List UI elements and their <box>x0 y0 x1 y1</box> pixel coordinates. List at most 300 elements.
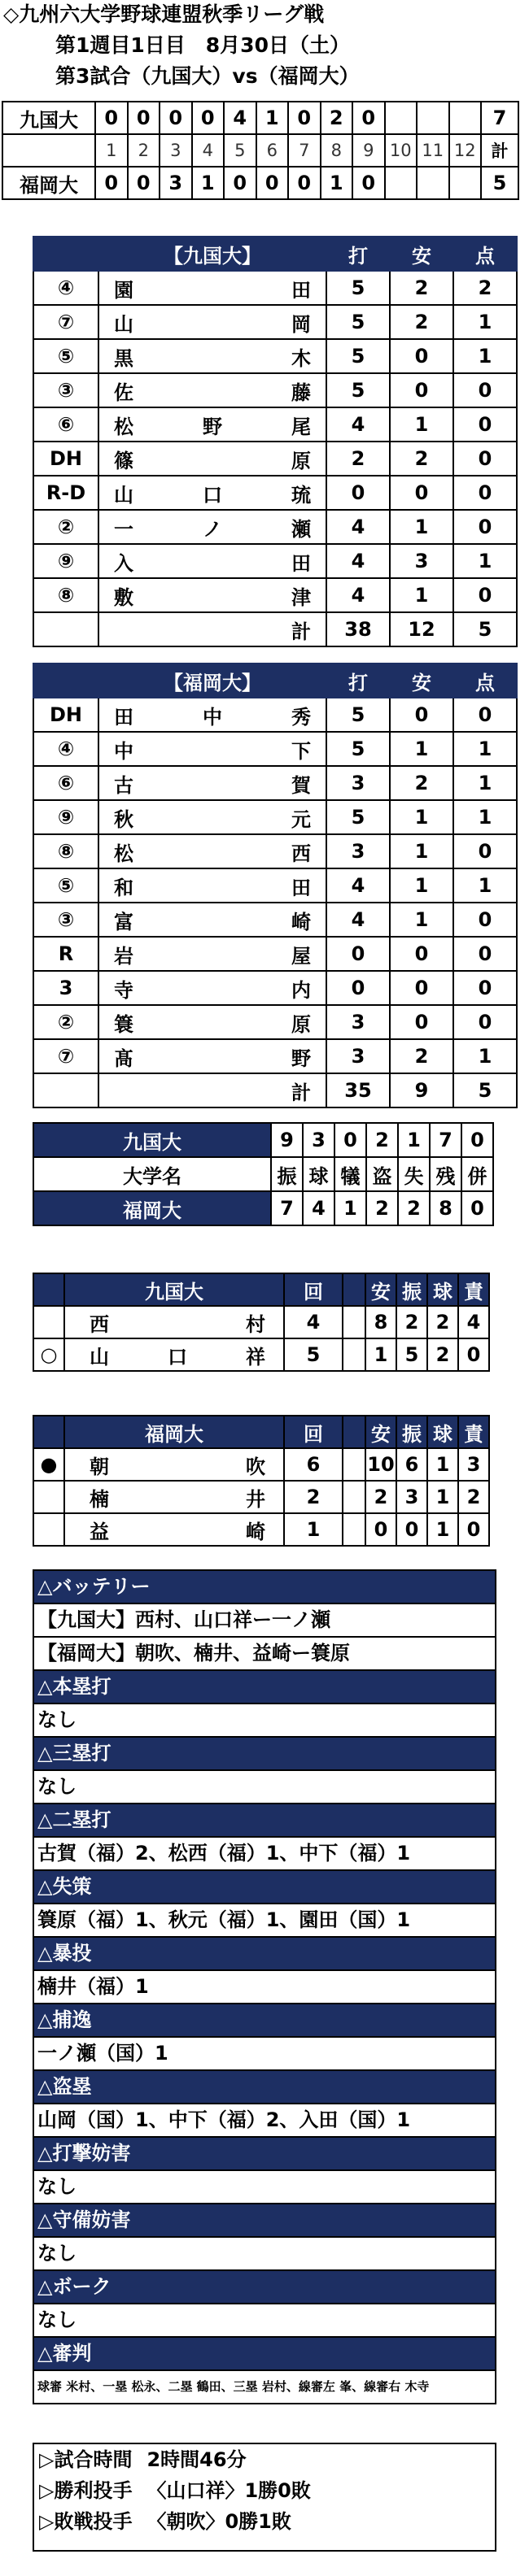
name-char: 西 <box>90 1312 109 1336</box>
passed-ball-value: 一ノ瀬（国）1 <box>34 2038 495 2071</box>
batting-position: ⑦ <box>33 1039 98 1073</box>
name-char: 篠 <box>114 449 133 472</box>
at-bats: 3 <box>326 834 390 868</box>
triple-heading: △三塁打 <box>34 1738 495 1771</box>
name-char: 下 <box>291 739 311 763</box>
batting-row <box>33 339 517 373</box>
game-time-label: ▷試合時間 <box>39 2448 133 2471</box>
strikeouts: 5 <box>396 1338 427 1371</box>
triple-value: なし <box>34 1771 495 1804</box>
rbi: 1 <box>453 800 517 834</box>
rbi: 0 <box>453 971 517 1005</box>
batting-col-header: 打 <box>326 237 390 271</box>
batting-position: ⑤ <box>33 868 98 903</box>
batting-name <box>98 834 326 868</box>
rbi: 0 <box>453 476 517 510</box>
hits: 1 <box>390 834 453 868</box>
scoreboard-top-team: 九国大 <box>2 102 95 134</box>
balk-heading: △ボーク <box>34 2271 495 2304</box>
innings-pitched: 5 <box>284 1338 343 1371</box>
name-char: 村 <box>246 1312 265 1336</box>
batting-interference-value: なし <box>34 2171 495 2204</box>
total-hits: 9 <box>390 1073 453 1107</box>
score-cell: 0 <box>160 102 192 134</box>
batting-name <box>98 271 326 305</box>
batting-position: ⑥ <box>33 766 98 800</box>
walks: 1 <box>427 1481 458 1513</box>
pitcher-name <box>64 1513 284 1546</box>
team-stats-header-row <box>33 1157 493 1191</box>
decision-mark: ○ <box>33 1338 64 1371</box>
batting-total-label: 計 <box>98 612 326 646</box>
pitching-header-row <box>33 1273 489 1306</box>
umpire-heading: △審判 <box>34 2338 495 2371</box>
team-stats-top-row <box>33 1123 493 1157</box>
score-cell <box>449 102 482 134</box>
at-bats: 5 <box>326 800 390 834</box>
batting-row <box>33 732 517 766</box>
batting-header-row <box>33 237 517 271</box>
batting-total-row <box>33 612 517 646</box>
name-char: 入 <box>114 551 133 575</box>
batting-position: ⑦ <box>33 305 98 339</box>
batting-name <box>98 937 326 971</box>
batting-position: DH <box>33 698 98 732</box>
date-line: 第1週目1日目 8月30日（土） <box>55 33 350 57</box>
hits: 1 <box>390 510 453 544</box>
pitching-col-header: 安 <box>365 1416 396 1448</box>
stat-cell: 7 <box>430 1123 461 1157</box>
hits: 2 <box>390 305 453 339</box>
at-bats: 0 <box>326 937 390 971</box>
pitcher-name-chars <box>65 1308 283 1337</box>
at-bats: 4 <box>326 578 390 612</box>
batting-position: R <box>33 937 98 971</box>
innings-pitched: 6 <box>284 1448 343 1481</box>
batting-name-chars <box>99 308 326 337</box>
score-cell: 0 <box>224 167 256 199</box>
losing-pitcher-value: 〈朝吹〉0勝1敗 <box>146 2510 291 2533</box>
strikeouts: 3 <box>396 1481 427 1513</box>
pitching-header-row <box>33 1416 489 1448</box>
rbi: 2 <box>453 271 517 305</box>
name-char: 口 <box>203 483 222 507</box>
batting-position: ⑨ <box>33 544 98 578</box>
name-char: 元 <box>291 807 311 831</box>
name-char: 原 <box>291 449 311 472</box>
batting-name-chars <box>99 376 326 405</box>
batting-col-header: 点 <box>453 664 517 698</box>
total-at-bats: 38 <box>326 612 390 646</box>
batting-name <box>98 339 326 373</box>
strikeouts: 2 <box>396 1306 427 1338</box>
stolen-base-heading: △盗塁 <box>34 2071 495 2104</box>
name-char: 敷 <box>114 585 133 609</box>
batting-col-header: 安 <box>390 664 453 698</box>
pitching-row <box>33 1513 489 1546</box>
batting-row <box>33 578 517 612</box>
winning-pitcher-label: ▷勝利投手 <box>39 2479 133 2502</box>
score-cell <box>385 167 418 199</box>
losing-pitcher-label: ▷敗戦投手 <box>39 2510 133 2533</box>
earned-runs: 0 <box>458 1338 489 1371</box>
hits-allowed: 8 <box>365 1306 396 1338</box>
at-bats: 5 <box>326 373 390 407</box>
rbi: 1 <box>453 544 517 578</box>
pitching-row <box>33 1481 489 1513</box>
strikeouts: 0 <box>396 1513 427 1546</box>
batting-row <box>33 544 517 578</box>
name-char: 古 <box>114 773 133 797</box>
stat-col-header: 盗 <box>366 1157 398 1191</box>
batting-col-header: 安 <box>390 237 453 271</box>
name-char: 朝 <box>90 1455 109 1478</box>
hits: 2 <box>390 271 453 305</box>
hits: 0 <box>390 971 453 1005</box>
score-cell: 0 <box>288 167 321 199</box>
inning-number: 2 <box>128 134 160 167</box>
rbi: 0 <box>453 698 517 732</box>
name-char: 寺 <box>114 978 133 1002</box>
inning-number: 9 <box>352 134 385 167</box>
stat-col-header: 犠 <box>334 1157 366 1191</box>
batting-row <box>33 1039 517 1073</box>
batting-name <box>98 868 326 903</box>
name-char: 楠 <box>90 1487 109 1511</box>
stat-cell: 1 <box>334 1191 366 1225</box>
name-char: 山 <box>114 312 133 336</box>
batting-total-row <box>33 1073 517 1107</box>
batting-name-chars <box>99 803 326 832</box>
name-char: 井 <box>246 1487 265 1511</box>
rbi: 0 <box>453 578 517 612</box>
batting-name-chars <box>99 838 326 866</box>
pitching-col-header: 振 <box>396 1273 427 1306</box>
at-bats: 2 <box>326 442 390 476</box>
stat-cell: 8 <box>430 1191 461 1225</box>
batting-name-chars <box>99 701 326 729</box>
rbi: 0 <box>453 834 517 868</box>
batting-name <box>98 1005 326 1039</box>
innings-row <box>2 134 518 167</box>
batting-name-chars <box>99 513 326 542</box>
hits: 1 <box>390 800 453 834</box>
pitching-col-header: 安 <box>365 1273 396 1306</box>
hits: 0 <box>390 1005 453 1039</box>
umpire-value: 球審 米村、一塁 松永、二塁 鶴田、三塁 岩村、線審左 峯、線審右 木寺 <box>34 2371 495 2403</box>
stat-cell: 7 <box>271 1191 303 1225</box>
pitching-col-header: 責 <box>458 1273 489 1306</box>
name-char: 秋 <box>114 807 133 831</box>
batting-row <box>33 373 517 407</box>
batting-team-label: 【九国大】 <box>98 237 326 271</box>
batting-position: ⑤ <box>33 339 98 373</box>
balk-value: なし <box>34 2304 495 2338</box>
pitcher-name-chars <box>65 1341 283 1369</box>
name-char: 山 <box>114 483 133 507</box>
name-char: 簑 <box>114 1012 133 1036</box>
batting-name-chars <box>99 906 326 934</box>
hits-allowed: 0 <box>365 1513 396 1546</box>
fukuoka-batting-table <box>33 663 518 1108</box>
batting-name-chars <box>99 479 326 507</box>
batting-position: DH <box>33 442 98 476</box>
pitcher-name <box>64 1306 284 1338</box>
hits: 1 <box>390 732 453 766</box>
batting-row <box>33 1005 517 1039</box>
name-char: 田 <box>291 876 311 899</box>
double-value: 古賀（福）2、松西（福）1、中下（福）1 <box>34 1838 495 1871</box>
earned-runs: 0 <box>458 1513 489 1546</box>
kyukoku-batting-table <box>33 236 518 647</box>
name-char: 崎 <box>246 1520 265 1543</box>
hits: 0 <box>390 339 453 373</box>
batting-row <box>33 476 517 510</box>
batting-name-chars <box>99 445 326 473</box>
batting-row <box>33 834 517 868</box>
stat-col-header: 振 <box>271 1157 303 1191</box>
batting-row <box>33 271 517 305</box>
losing-pitcher-line <box>34 2506 495 2537</box>
error-value: 簑原（福）1、秋元（福）1、園田（国）1 <box>34 1904 495 1938</box>
name-char: 一 <box>114 517 133 541</box>
at-bats: 5 <box>326 698 390 732</box>
hits: 1 <box>390 578 453 612</box>
batting-name-chars <box>99 342 326 371</box>
walks: 2 <box>427 1306 458 1338</box>
rbi: 1 <box>453 732 517 766</box>
rbi: 0 <box>453 373 517 407</box>
decision-mark <box>33 1513 64 1546</box>
total-hits: 12 <box>390 612 453 646</box>
rbi: 0 <box>453 1005 517 1039</box>
pitcher-name-chars <box>65 1451 283 1479</box>
walks: 2 <box>427 1338 458 1371</box>
score-cell: 0 <box>128 167 160 199</box>
score-cell: 0 <box>256 167 289 199</box>
name-char: 岡 <box>291 312 311 336</box>
batting-interference-heading: △打撃妨害 <box>34 2138 495 2171</box>
score-total: 5 <box>481 167 518 199</box>
name-char: 山 <box>90 1345 109 1368</box>
total-at-bats: 35 <box>326 1073 390 1107</box>
pitching-col-header: 振 <box>396 1416 427 1448</box>
total-rbi: 5 <box>453 1073 517 1107</box>
decision-mark <box>33 1306 64 1338</box>
batting-position: ③ <box>33 373 98 407</box>
batting-name <box>98 698 326 732</box>
score-cell: 0 <box>352 102 385 134</box>
earned-runs: 2 <box>458 1481 489 1513</box>
home-run-heading: △本塁打 <box>34 1671 495 1704</box>
at-bats: 5 <box>326 305 390 339</box>
batting-row <box>33 971 517 1005</box>
batting-position: ⑨ <box>33 800 98 834</box>
batting-name-chars <box>99 735 326 764</box>
name-char: 田 <box>114 705 133 729</box>
defense-interference-heading: △守備妨害 <box>34 2204 495 2238</box>
inning-number: 7 <box>288 134 321 167</box>
inning-number: 5 <box>224 134 256 167</box>
score-total: 7 <box>481 102 518 134</box>
batting-row <box>33 868 517 903</box>
name-char: 松 <box>114 415 133 438</box>
score-cell: 0 <box>352 167 385 199</box>
pitching-col-header: 責 <box>458 1416 489 1448</box>
hits: 0 <box>390 476 453 510</box>
stat-cell: 3 <box>303 1123 334 1157</box>
batting-name-chars <box>99 1042 326 1071</box>
rbi: 0 <box>453 903 517 937</box>
rbi: 0 <box>453 407 517 442</box>
hits-allowed: 10 <box>365 1448 396 1481</box>
batting-name <box>98 544 326 578</box>
rbi: 1 <box>453 339 517 373</box>
decision-mark <box>33 1481 64 1513</box>
name-char: 賀 <box>291 773 311 797</box>
at-bats: 0 <box>326 971 390 1005</box>
batting-name <box>98 903 326 937</box>
name-char: 田 <box>291 278 311 302</box>
batting-row <box>33 442 517 476</box>
earned-runs: 3 <box>458 1448 489 1481</box>
game-summary <box>33 2443 496 2552</box>
pitcher-name <box>64 1338 284 1371</box>
walks: 1 <box>427 1513 458 1546</box>
hits: 1 <box>390 407 453 442</box>
at-bats: 3 <box>326 1039 390 1073</box>
innings-pitched: 4 <box>284 1306 343 1338</box>
name-char: 木 <box>291 346 311 370</box>
name-char: 髙 <box>114 1046 133 1070</box>
rbi: 0 <box>453 442 517 476</box>
at-bats: 5 <box>326 732 390 766</box>
batting-name <box>98 800 326 834</box>
hits-allowed: 2 <box>365 1481 396 1513</box>
pitcher-name-chars <box>65 1483 283 1512</box>
stat-cell: 0 <box>334 1123 366 1157</box>
name-char: 吹 <box>246 1455 265 1478</box>
batting-name <box>98 1039 326 1073</box>
hits: 0 <box>390 373 453 407</box>
pitcher-name <box>64 1448 284 1481</box>
batting-team-label: 【福岡大】 <box>98 664 326 698</box>
game-time-line <box>34 2444 495 2475</box>
innings-pitched: 2 <box>284 1481 343 1513</box>
name-char: ノ <box>203 517 222 541</box>
team-stats-label: 大学名 <box>33 1157 271 1191</box>
name-char: 黒 <box>114 346 133 370</box>
batting-name-chars <box>99 1008 326 1037</box>
battery-heading: △バッテリー <box>34 1571 495 1604</box>
name-char: 富 <box>114 910 133 933</box>
score-cell: 3 <box>160 167 192 199</box>
name-char: 和 <box>114 876 133 899</box>
kyukoku-pitching-table <box>33 1273 490 1372</box>
pitching-col-header: 回 <box>284 1273 343 1306</box>
batting-name-chars <box>99 940 326 968</box>
hits: 0 <box>390 698 453 732</box>
name-char: 崎 <box>291 910 311 933</box>
scoreboard-bottom-row <box>2 167 518 199</box>
score-cell <box>417 102 449 134</box>
pitching-team-label: 九国大 <box>64 1273 284 1306</box>
at-bats: 4 <box>326 510 390 544</box>
at-bats: 3 <box>326 766 390 800</box>
stat-cell: 1 <box>398 1123 430 1157</box>
rbi: 1 <box>453 868 517 903</box>
inning-number: 12 <box>449 134 482 167</box>
batting-position: ④ <box>33 732 98 766</box>
team-stats-bottom-team: 福岡大 <box>33 1191 271 1225</box>
scoreboard-bottom-team: 福岡大 <box>2 167 95 199</box>
batting-name <box>98 971 326 1005</box>
pitching-col-header: 球 <box>427 1416 458 1448</box>
page-title: ◇九州六大学野球連盟秋季リーグ戦 <box>3 2 325 26</box>
at-bats: 0 <box>326 476 390 510</box>
game-time-value: 2時間46分 <box>146 2448 247 2471</box>
scoreboard-top-row <box>2 102 518 134</box>
score-cell: 0 <box>95 102 128 134</box>
match-line: 第3試合（九国大）vs（福岡大） <box>55 64 360 88</box>
inning-number: 1 <box>95 134 128 167</box>
name-char: 原 <box>291 1012 311 1036</box>
error-heading: △失策 <box>34 1871 495 1904</box>
name-char: 瀬 <box>291 517 311 541</box>
batting-row <box>33 937 517 971</box>
rbi: 0 <box>453 937 517 971</box>
batting-position: ⑥ <box>33 407 98 442</box>
stat-cell: 2 <box>366 1123 398 1157</box>
stat-cell: 9 <box>271 1123 303 1157</box>
double-heading: △二塁打 <box>34 1804 495 1838</box>
inning-number: 4 <box>192 134 225 167</box>
home-run-value: なし <box>34 1704 495 1738</box>
fukuoka-pitching-table <box>33 1415 490 1547</box>
batting-header-row <box>33 664 517 698</box>
batting-col-header: 打 <box>326 664 390 698</box>
batting-name <box>98 407 326 442</box>
hits: 2 <box>390 1039 453 1073</box>
batting-name <box>98 476 326 510</box>
hits-allowed: 1 <box>365 1338 396 1371</box>
batting-name-chars <box>99 547 326 576</box>
pitching-col-header: 回 <box>284 1416 343 1448</box>
batting-name <box>98 442 326 476</box>
batting-name-chars <box>99 274 326 302</box>
total-label: 計 <box>481 134 518 167</box>
batting-row <box>33 407 517 442</box>
stat-col-header: 球 <box>303 1157 334 1191</box>
score-cell: 1 <box>192 167 225 199</box>
score-cell: 1 <box>321 167 353 199</box>
batting-name <box>98 766 326 800</box>
stat-cell: 2 <box>398 1191 430 1225</box>
rbi: 1 <box>453 766 517 800</box>
stat-col-header: 残 <box>430 1157 461 1191</box>
batting-total-label: 計 <box>98 1073 326 1107</box>
score-cell: 0 <box>95 167 128 199</box>
at-bats: 3 <box>326 1005 390 1039</box>
batting-row <box>33 305 517 339</box>
name-char: 琉 <box>291 483 311 507</box>
score-cell: 0 <box>288 102 321 134</box>
battery-kyukoku: 【九国大】西村、山口祥ー一ノ瀬 <box>34 1604 495 1638</box>
name-char: 内 <box>291 978 311 1002</box>
at-bats: 5 <box>326 339 390 373</box>
name-char: 中 <box>203 705 222 729</box>
stat-cell: 0 <box>461 1191 493 1225</box>
